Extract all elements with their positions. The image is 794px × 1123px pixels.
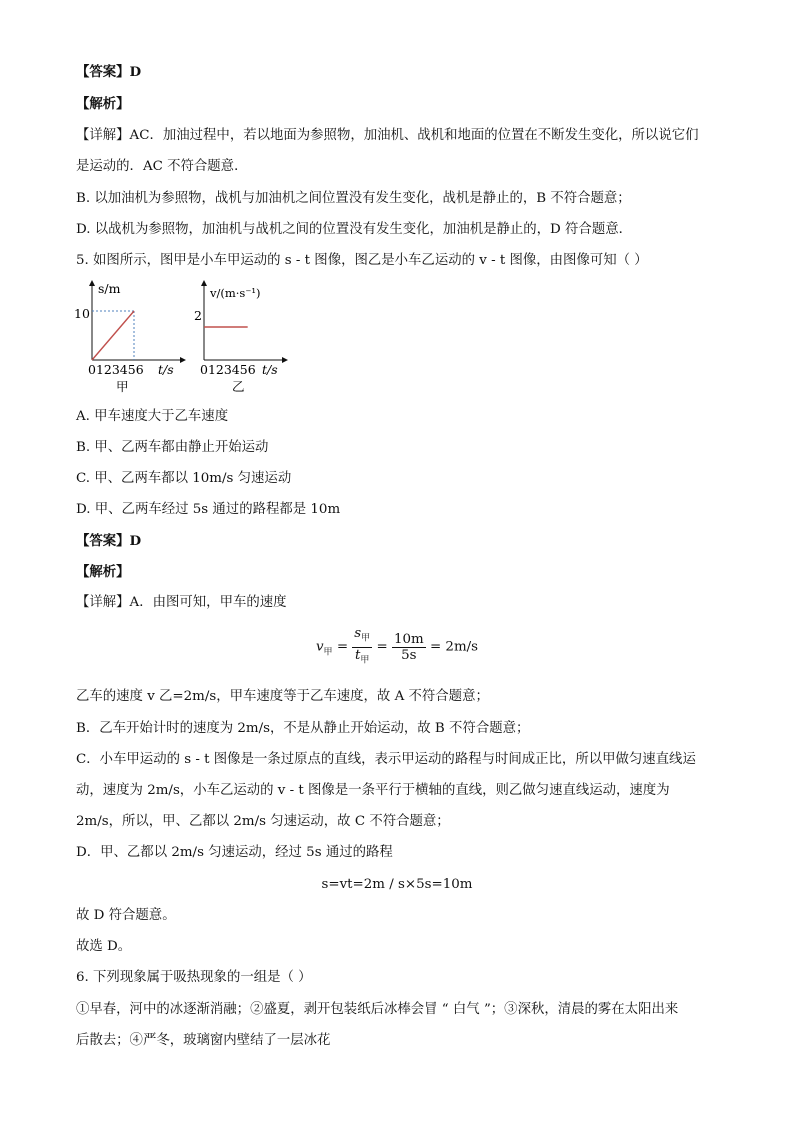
q5-detail-a: 【详解】A．由图可知，甲车的速度	[76, 595, 287, 610]
graph-yi-ytick: 2	[194, 308, 202, 323]
graph-jia-xlabel: t/s	[158, 362, 174, 377]
q5-detail-c2: 动，速度为 2m/s，小车乙运动的 v - t 图像是一条平行于横轴的直线，则乙做匀速直线运动，速度为	[76, 783, 670, 798]
formula1-result: = 2m/s	[429, 639, 479, 655]
q5-detail-a2: 乙车的速度 v 乙=2m/s，甲车速度等于乙车速度，故 A 不符合题意；	[76, 689, 489, 704]
graph-yi-xticks: 0123456	[200, 362, 256, 377]
formula1-frac2: $\frac{10m}{5s}$	[393, 631, 424, 663]
q5-analysis-label: 【解析】	[76, 564, 130, 580]
q5-detail-b: B．乙车开始计时的速度为 2m/s，不是从静止开始运动，故 B 不符合题意；	[76, 721, 530, 736]
graph-yi	[186, 278, 296, 398]
q4-detail-line-1: 【详解】AC．加油过程中，若以地面为参照物，加油机、战机和地面的位置在不断发生变化，所以说它们	[76, 128, 699, 143]
graph-jia-caption: 甲	[116, 379, 129, 394]
q5-formula-velocity: $v_甲$ = $\frac{s_甲}{t_甲}$ = $\frac{10m}{5s}$ = 2m/s	[0, 626, 794, 668]
q5-detail-d: D．甲、乙都以 2m/s 匀速运动，经过 5s 通过的路程	[76, 845, 393, 860]
q5-option-b: B. 甲、乙两车都由静止开始运动	[76, 440, 269, 455]
q5-formula-distance: s=vt=2m / s×5s=10m	[321, 877, 473, 892]
graph-yi-ylabel: v/(m·s⁻¹)	[210, 286, 261, 300]
q5-conclusion: 故选 D。	[76, 939, 132, 954]
graph-jia-ytick: 10	[74, 306, 90, 321]
graph-jia-xticks: 0123456	[88, 362, 144, 377]
q4-detail-line-2: 是运动的．AC 不符合题意．	[76, 159, 248, 174]
q4-detail-line-3: B. 以加油机为参照物，战机与加油机之间位置没有发生变化，战机是静止的，B 不符合题意；	[76, 191, 631, 206]
q6-text-2: 后散去；④严冬，玻璃窗内壁结了一层冰花	[76, 1033, 331, 1048]
graph-yi-xlabel: t/s	[262, 362, 278, 377]
graph-jia	[72, 278, 192, 398]
q5-option-c: C. 甲、乙两车都以 10m/s 匀速运动	[76, 471, 292, 486]
formula1-lhs-var: v	[315, 639, 324, 655]
graph-yi-y-arrow	[201, 280, 207, 286]
q5-stem: 5. 如图所示，图甲是小车甲运动的 s - t 图像，图乙是小车乙运动的 v - t 图像，由图像可知（ ）	[76, 253, 648, 268]
q5-answer: 【答案】D	[76, 533, 142, 549]
q4-detail-line-4: D. 以战机为参照物，加油机与战机之间的位置没有发生变化，加油机是静止的，D 符合题意．	[76, 222, 632, 237]
graph-jia-ylabel: s/m	[98, 281, 121, 296]
graph-jia-y-arrow	[89, 280, 95, 286]
q4-answer: 【答案】D	[76, 64, 142, 80]
formula1-lhs-sub: 甲	[323, 647, 333, 658]
q6-stem: 6. 下列现象属于吸热现象的一组是（ ）	[76, 970, 312, 985]
q4-analysis-label: 【解析】	[76, 96, 130, 112]
graph-yi-caption: 乙	[232, 379, 245, 394]
q6-text-1: ①早春，河中的冰逐渐消融；②盛夏，剥开包装纸后冰棒会冒 “ 白气 ”；③深秋，清晨的雾在太阳出来	[76, 1002, 679, 1017]
q5-option-d: D. 甲、乙两车经过 5s 通过的路程都是 10m	[76, 502, 341, 517]
q5-detail-c3: 2m/s，所以，甲、乙都以 2m/s 匀速运动，故 C 不符合题意；	[76, 814, 450, 829]
q5-detail-d2: 故 D 符合题意。	[76, 908, 176, 923]
formula1-frac1: $\frac{s_甲}{t_甲}$	[354, 626, 371, 666]
graph-yi-x-arrow	[282, 357, 288, 363]
q5-detail-c1: C．小车甲运动的 s - t 图像是一条过原点的直线，表示甲运动的路程与时间成正比，所以甲做匀速直线运	[76, 752, 696, 767]
q5-option-a: A. 甲车速度大于乙车速度	[76, 409, 229, 424]
graph-jia-series-line	[92, 311, 134, 360]
